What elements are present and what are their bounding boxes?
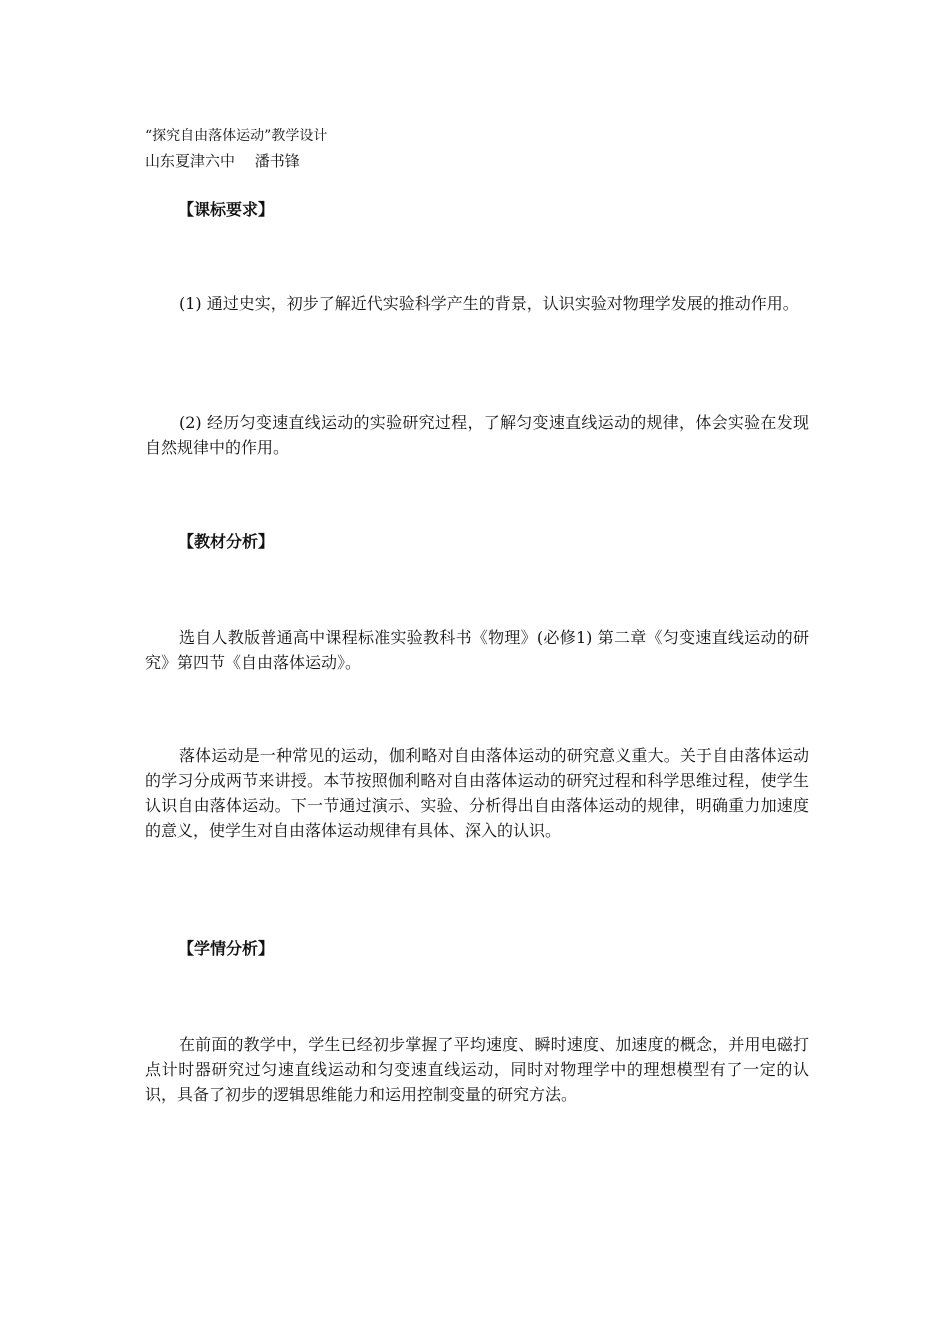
section-heading-students: 【学情分析】 — [178, 939, 275, 958]
paragraph-curriculum-2: (2) 经历匀变速直线运动的实验研究过程，了解匀变速直线运动的规律，体会实验在发现自然规律中的作用。 — [145, 413, 809, 457]
document-title: “探究自由落体运动”教学设计 — [145, 128, 328, 144]
paragraph-textbook-1: 选自人教版普通高中课程标准实验教科书《物理》(必修1) 第二章《匀变速直线运动的研究》第四节《自由落体运动》。 — [145, 628, 809, 672]
section-heading-textbook: 【教材分析】 — [178, 532, 275, 551]
paragraph-students-1: 在前面的教学中，学生已经初步掌握了平均速度、瞬时速度、加速度的概念，并用电磁打点计时器研究过匀速直线运动和匀变速直线运动，同时对物理学中的理想模型有了一定的认识，具备了初步的逻辑思维能力和运用控制变量的研究方法。 — [145, 1035, 809, 1104]
paragraph-curriculum-1: (1) 通过史实，初步了解近代实验科学产生的背景，认识实验对物理学发展的推动作用。 — [179, 294, 799, 313]
paragraph-textbook-2: 落体运动是一种常见的运动，伽利略对自由落体运动的研究意义重大。关于自由落体运动的学习分成两节来讲授。本节按照伽利略对自由落体运动的研究过程和科学思维过程，使学生认识自由落体运动。下一节通过演示、实验、分析得出自由落体运动的规律，明确重力加速度的意义，使学生对自由落体运动规律有具体、深入的认识。 — [145, 746, 809, 840]
section-heading-curriculum: 【课标要求】 — [178, 200, 275, 219]
document-author: 山东夏津六中 潘书锋 — [145, 152, 300, 170]
